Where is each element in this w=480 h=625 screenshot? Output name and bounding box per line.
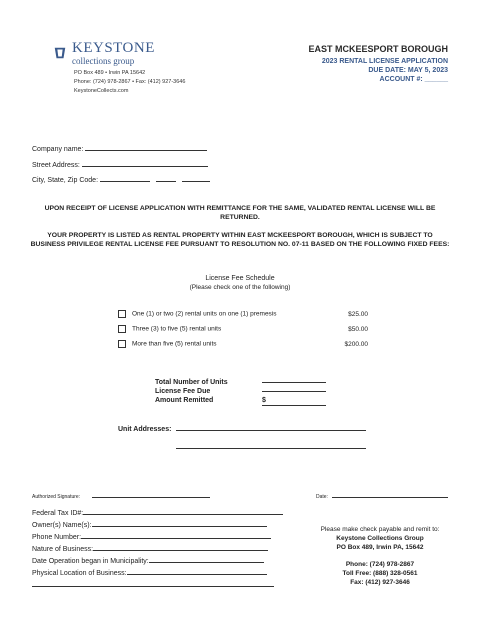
date-label: Date: <box>316 494 328 500</box>
company-address: PO Box 489 • Irwin PA 15642 <box>74 70 146 76</box>
date-operation-field[interactable] <box>32 558 264 565</box>
physical-location-field[interactable] <box>32 570 267 577</box>
authorized-signature-label: Authorized Signature: <box>32 494 81 500</box>
totals-block <box>155 378 228 405</box>
unit-address-line[interactable] <box>176 448 366 449</box>
fee-option-amount: $50.00 <box>348 325 368 333</box>
federal-tax-id-field[interactable] <box>32 510 283 517</box>
total-units-label: Total Number of Units <box>155 379 228 386</box>
owner-names-label: Owner(s) Name(s): <box>32 522 92 529</box>
phone-number-label: Phone Number: <box>32 534 82 541</box>
company-phone: Phone: (724) 978-2867 • Fax: (412) 927-3646 <box>74 79 186 85</box>
street-address-field[interactable] <box>32 162 208 169</box>
remit-intro: Please make check payable and remit to: <box>320 526 440 533</box>
checkbox-icon[interactable] <box>118 310 126 318</box>
checkbox-icon[interactable] <box>118 325 126 333</box>
unit-address-line[interactable] <box>176 430 366 431</box>
fee-option[interactable] <box>118 325 368 333</box>
nature-business-field[interactable] <box>32 546 268 553</box>
application-title: 2023 RENTAL LICENSE APPLICATION <box>321 58 448 65</box>
street-address-label: Street Address: <box>32 162 80 169</box>
company-name-label: Company name: <box>32 146 84 153</box>
account-number: ACCOUNT #: ______ <box>379 76 448 83</box>
due-date: DUE DATE: MAY 5, 2023 <box>368 67 448 74</box>
borough-title: EAST MCKEESPORT BOROUGH <box>308 44 448 54</box>
federal-tax-id-label: Federal Tax ID#: <box>32 510 84 517</box>
fee-option-label: One (1) or two (2) rental units on one (1) premesis <box>132 310 277 318</box>
remit-tollfree: Toll Free: (888) 328-0561 <box>342 570 418 577</box>
remit-fax: Fax: (412) 927-3646 <box>350 579 410 586</box>
fee-option[interactable] <box>118 340 368 348</box>
amount-remitted-label: Amount Remitted <box>155 397 214 404</box>
remit-phone: Phone: (724) 978-2867 <box>345 561 415 568</box>
nature-business-label: Nature of Business: <box>32 546 94 553</box>
dollar-sign: $ <box>262 397 266 404</box>
brand-name: KEYSTONE <box>72 40 155 56</box>
license-fee-due-label: License Fee Due <box>155 388 211 395</box>
amount-remitted-line[interactable] <box>262 405 326 406</box>
date-line[interactable] <box>332 497 448 498</box>
date-operation-label: Date Operation began in Municipality: <box>32 558 149 565</box>
brand-tagline: collections group <box>72 56 135 66</box>
unit-addresses-label: Unit Addresses: <box>118 426 172 433</box>
keystone-logo-icon <box>52 46 68 60</box>
extra-line[interactable] <box>32 586 274 587</box>
physical-location-label: Physical Location of Business: <box>32 570 127 577</box>
city-state-zip-label: City, State, Zip Code: <box>32 177 99 184</box>
remit-name: Keystone Collections Group <box>336 535 424 542</box>
city-state-zip-field[interactable] <box>32 177 210 184</box>
fee-schedule-title: License Fee Schedule <box>205 275 275 282</box>
fee-option-label: Three (3) to five (5) rental units <box>132 325 222 333</box>
phone-number-field[interactable] <box>32 534 271 541</box>
fee-option-label: More than five (5) rental units <box>132 340 217 348</box>
signature-line[interactable] <box>92 497 210 498</box>
fee-due-line[interactable] <box>262 391 326 392</box>
listed-notice: YOUR PROPERTY IS LISTED AS RENTAL PROPERTY WITHIN EAST MCKEESPORT BOROUGH, WHICH IS SUBJECT TO BUSINESS PRIVILEGE RENTAL LICENSE FEE PURSUANT TO RESOLUTION NO. 07-11 BASED ON THE FOLLOWING FIXED FEES: <box>30 232 450 248</box>
total-units-line[interactable] <box>262 382 326 383</box>
owner-names-field[interactable] <box>32 522 267 529</box>
checkbox-icon[interactable] <box>118 340 126 348</box>
receipt-notice: UPON RECEIPT OF LICENSE APPLICATION WITH REMITTANCE FOR THE SAME, VALIDATED RENTAL LICENSE WILL BE RETURNED. <box>44 205 436 221</box>
fee-schedule-subtitle: (Please check one of the following) <box>189 284 291 291</box>
fee-option-amount: $200.00 <box>344 340 368 348</box>
company-website: KeystoneCollects.com <box>74 88 129 94</box>
company-name-field[interactable] <box>32 146 207 153</box>
fee-option-amount: $25.00 <box>348 310 368 318</box>
remit-box: PO Box 489, Irwin PA, 15642 <box>336 544 424 551</box>
fee-option[interactable] <box>118 310 368 318</box>
